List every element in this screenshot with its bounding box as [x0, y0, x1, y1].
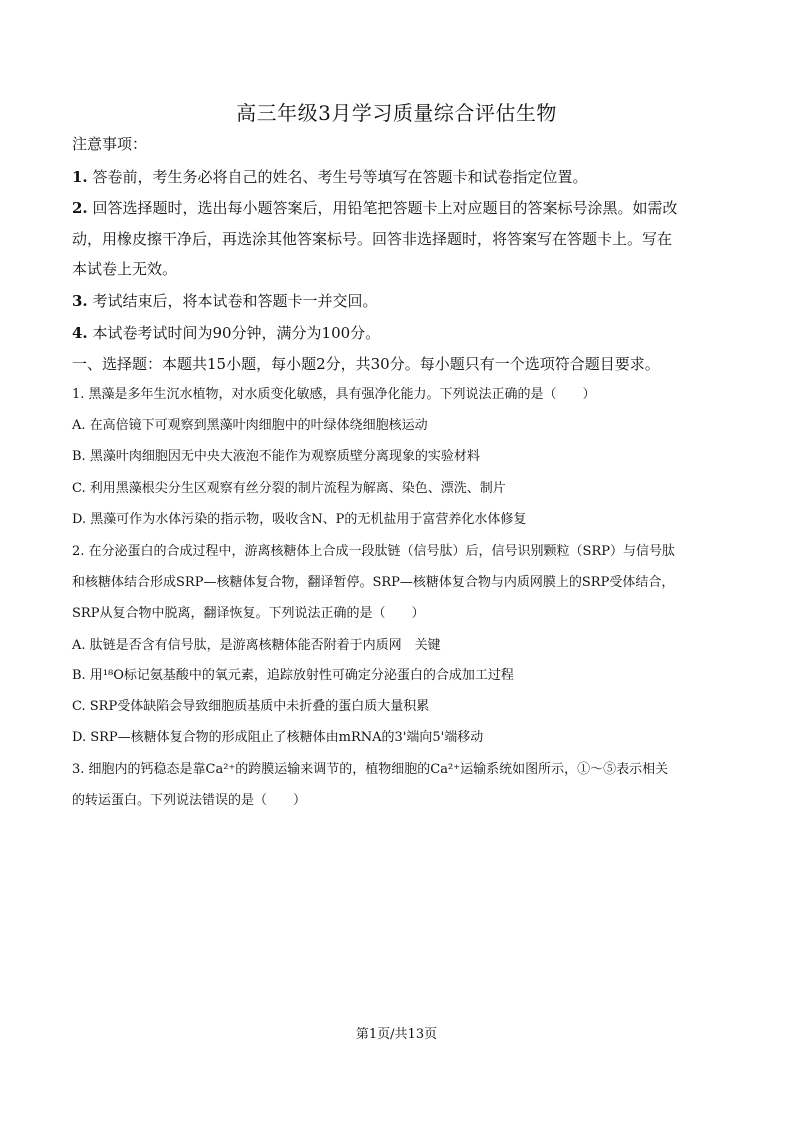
notice-item-text: 回答选择题时，选出每小题答案后，用铅笔把答题卡上对应题目的答案标号涂黑。如需改 — [92, 199, 678, 217]
notice-item-number: 4. — [72, 324, 88, 342]
question-2-stem-line-3: SRP从复合物中脱离，翻译恢复。下列说法正确的是（ ） — [72, 606, 425, 621]
notice-heading: 注意事项： — [72, 135, 148, 153]
notice-item-text: 本试卷考试时间为90分钟，满分为100分。 — [92, 324, 381, 342]
question-3-stem-line-1: 3. 细胞内的钙稳态是靠Ca²⁺的跨膜运输来调节的，植物细胞的Ca²⁺运输系统如图所示，①～⑤表示相关 — [72, 762, 669, 777]
question-1-option-c: C. 利用黑藻根尖分生区观察有丝分裂的制片流程为解离、染色、漂洗、制片 — [72, 481, 506, 496]
notice-item-text: 考试结束后，将本试卷和答题卡一并交回。 — [92, 292, 378, 310]
question-1-option-d: D. 黑藻可作为水体污染的指示物，吸收含N、P的无机盐用于富营养化水体修复 — [72, 512, 527, 527]
notice-item-number: 1. — [72, 168, 88, 186]
notice-item-2-line-3: 本试卷上无效。 — [72, 260, 178, 278]
question-2-stem-line-2: 和核糖体结合形成SRP—核糖体复合物，翻译暂停。SRP—核糖体复合物与内质网膜上的SRP受体结合， — [72, 575, 675, 590]
question-2-stem-line-1: 2. 在分泌蛋白的合成过程中，游离核糖体上合成一段肽链（信号肽）后，信号识别颗粒（SRP）与信号肽 — [72, 544, 675, 559]
question-2-option-d: D. SRP—核糖体复合物的形成阻止了核糖体由mRNA的3'端向5'端移动 — [72, 730, 484, 745]
page-footer: 第1页/共13页 — [355, 1027, 438, 1042]
notice-item-1 — [72, 166, 726, 188]
notice-item-2 — [72, 197, 726, 219]
notice-item-3 — [72, 290, 726, 312]
notice-item-4 — [72, 322, 726, 344]
question-1-option-b: B. 黑藻叶肉细胞因无中央大液泡不能作为观察质壁分离现象的实验材料 — [72, 449, 480, 464]
notice-item-number: 3. — [72, 292, 88, 310]
page-title: 高三年级3月学习质量综合评估生物 — [236, 101, 557, 125]
question-3-stem-line-2: 的转运蛋白。下列说法错误的是（ ） — [72, 793, 307, 808]
question-1-stem: 1. 黑藻是多年生沉水植物，对水质变化敏感，具有强净化能力。下列说法正确的是（ ） — [72, 387, 596, 402]
notice-item-number: 2. — [72, 199, 88, 217]
question-1-option-a: A. 在高倍镜下可观察到黑藻叶肉细胞中的叶绿体绕细胞核运动 — [72, 418, 428, 433]
question-2-option-b: B. 用¹⁸O标记氨基酸中的氧元素，追踪放射性可确定分泌蛋白的合成加工过程 — [72, 668, 514, 683]
notice-item-2-line-2: 动，用橡皮擦干净后，再选涂其他答案标号。回答非选择题时，将答案写在答题卡上。写在 — [72, 230, 673, 248]
question-2-option-c: C. SRP受体缺陷会导致细胞质基质中未折叠的蛋白质大量积累 — [72, 699, 430, 714]
section-heading: 一、选择题：本题共15小题，每小题2分，共30分。每小题只有一个选项符合题目要求。 — [72, 355, 660, 373]
notice-item-text: 答卷前，考生务必将自己的姓名、考生号等填写在答题卡和试卷指定位置。 — [92, 168, 588, 186]
question-2-option-a: A. 肽链是否含有信号肽，是游离核糖体能否附着于内质网 关键 — [72, 638, 441, 653]
